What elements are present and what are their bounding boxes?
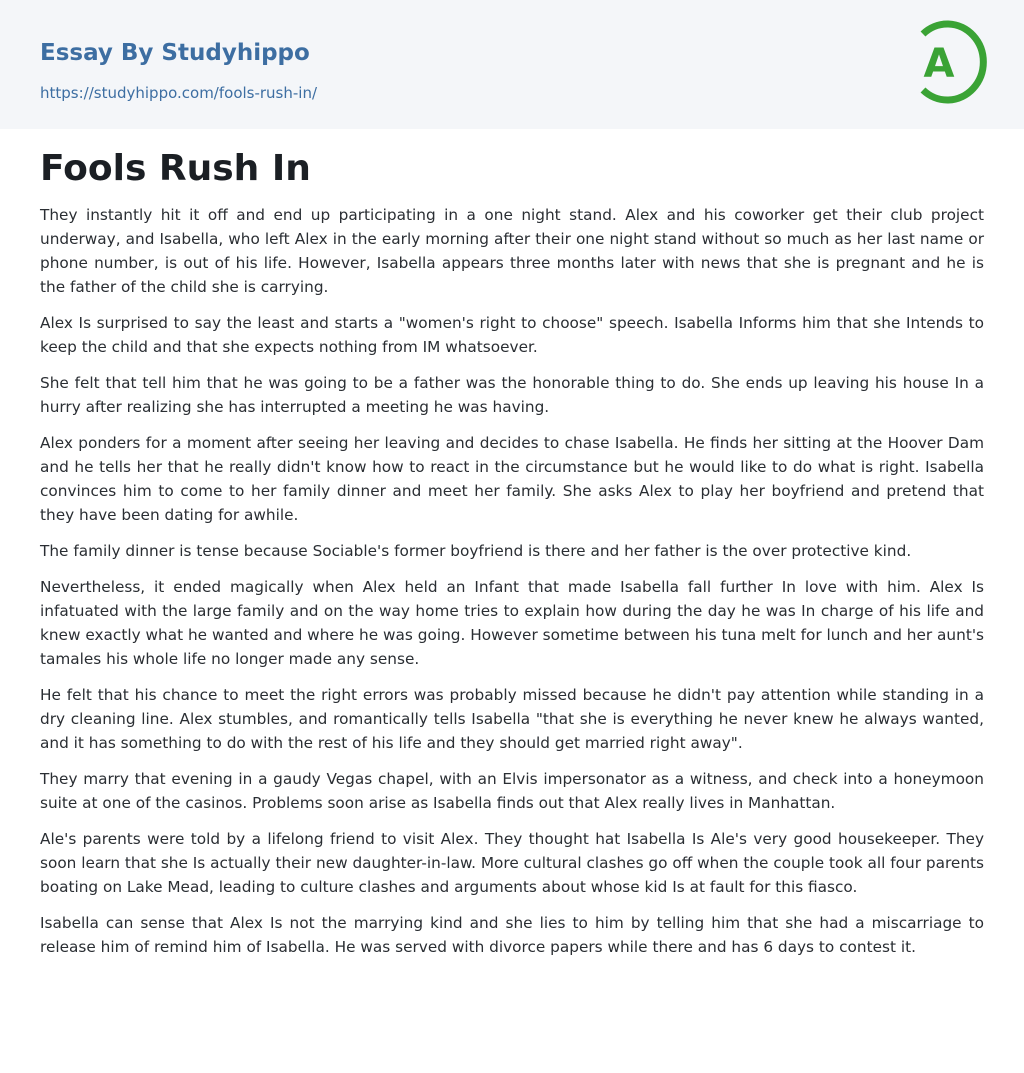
essay-paragraph: He felt that his chance to meet the right errors was probably missed because he didn't pay attention while standing in a dry cleaning line. Alex stumbles, and romantically tells Isabella "that she is everything he never knew he always wanted, and it has something to do with the rest of his life and they should get married right away". [40, 686, 984, 752]
essay-paragraph: They marry that evening in a gaudy Vegas chapel, with an Elvis impersonator as a witness, and check into a honeymoon suite at one of the casinos. Problems soon arise as Isabella finds out that Alex really lives in Manhattan. [40, 770, 984, 812]
page-title: Fools Rush In [40, 148, 311, 189]
essay-url-link[interactable]: https://studyhippo.com/fools-rush-in/ [40, 84, 318, 102]
essay-paragraph: They instantly hit it off and end up participating in a one night stand. Alex and his coworker get their club project underway, and Isabella, who left Alex in the early morning after their one night stand without so much as her last name or phone number, is out of his life. However, Isabella appears three months later with news that she is pregnant and he is the father of the child she is carrying. [40, 206, 984, 296]
essay-content [0, 129, 1024, 959]
essay-paragraph: The family dinner is tense because Sociable's former boyfriend is there and her father is the over protective kind. [40, 542, 912, 560]
essay-paragraph: Alex ponders for a moment after seeing her leaving and decides to chase Isabella. He finds her sitting at the Hoover Dam and he tells her that he really didn't know how to react in the circumstance but he would like to do what is right. Isabella convinces him to come to her family dinner and meet her family. She asks Alex to play her boyfriend and pretend that they have been dating for awhile. [40, 434, 984, 524]
site-header [0, 0, 1024, 129]
brand-title: Essay By Studyhippo [40, 40, 310, 66]
essay-paragraph: Ale's parents were told by a lifelong friend to visit Alex. They thought hat Isabella Is Ale's very good housekeeper. They soon learn that she Is actually their new daughter-in-law. More cultural clashes go off when the couple took all four parents boating on Lake Mead, leading to culture clashes and arguments about whose kid Is at fault for this fiasco. [40, 830, 984, 896]
essay-paragraph: Alex Is surprised to say the least and starts a "women's right to choose" speech. Isabella Informs him that she Intends to keep the child and that she expects nothing from IM whatsoever. [40, 314, 984, 356]
essay-paragraph: Isabella can sense that Alex Is not the marrying kind and she lies to him by telling him that she had a miscarriage to release him of remind him of Isabella. He was served with divorce papers while there and has 6 days to contest it. [40, 914, 984, 956]
studyhippo-logo[interactable] [911, 18, 987, 106]
essay-paragraph: Nevertheless, it ended magically when Alex held an Infant that made Isabella fall further In love with him. Alex Is infatuated with the large family and on the way home tries to explain how during the day he was In charge of his life and knew exactly what he wanted and where he was going. However sometime between his tuna melt for lunch and her aunt's tamales his whole life no longer made any sense. [40, 578, 984, 668]
essay-paragraph: She felt that tell him that he was going to be a father was the honorable thing to do. She ends up leaving his house In a hurry after realizing she has interrupted a meeting he was having. [40, 374, 984, 416]
logo-letter: A [923, 41, 955, 87]
logo-a-icon [911, 18, 987, 106]
